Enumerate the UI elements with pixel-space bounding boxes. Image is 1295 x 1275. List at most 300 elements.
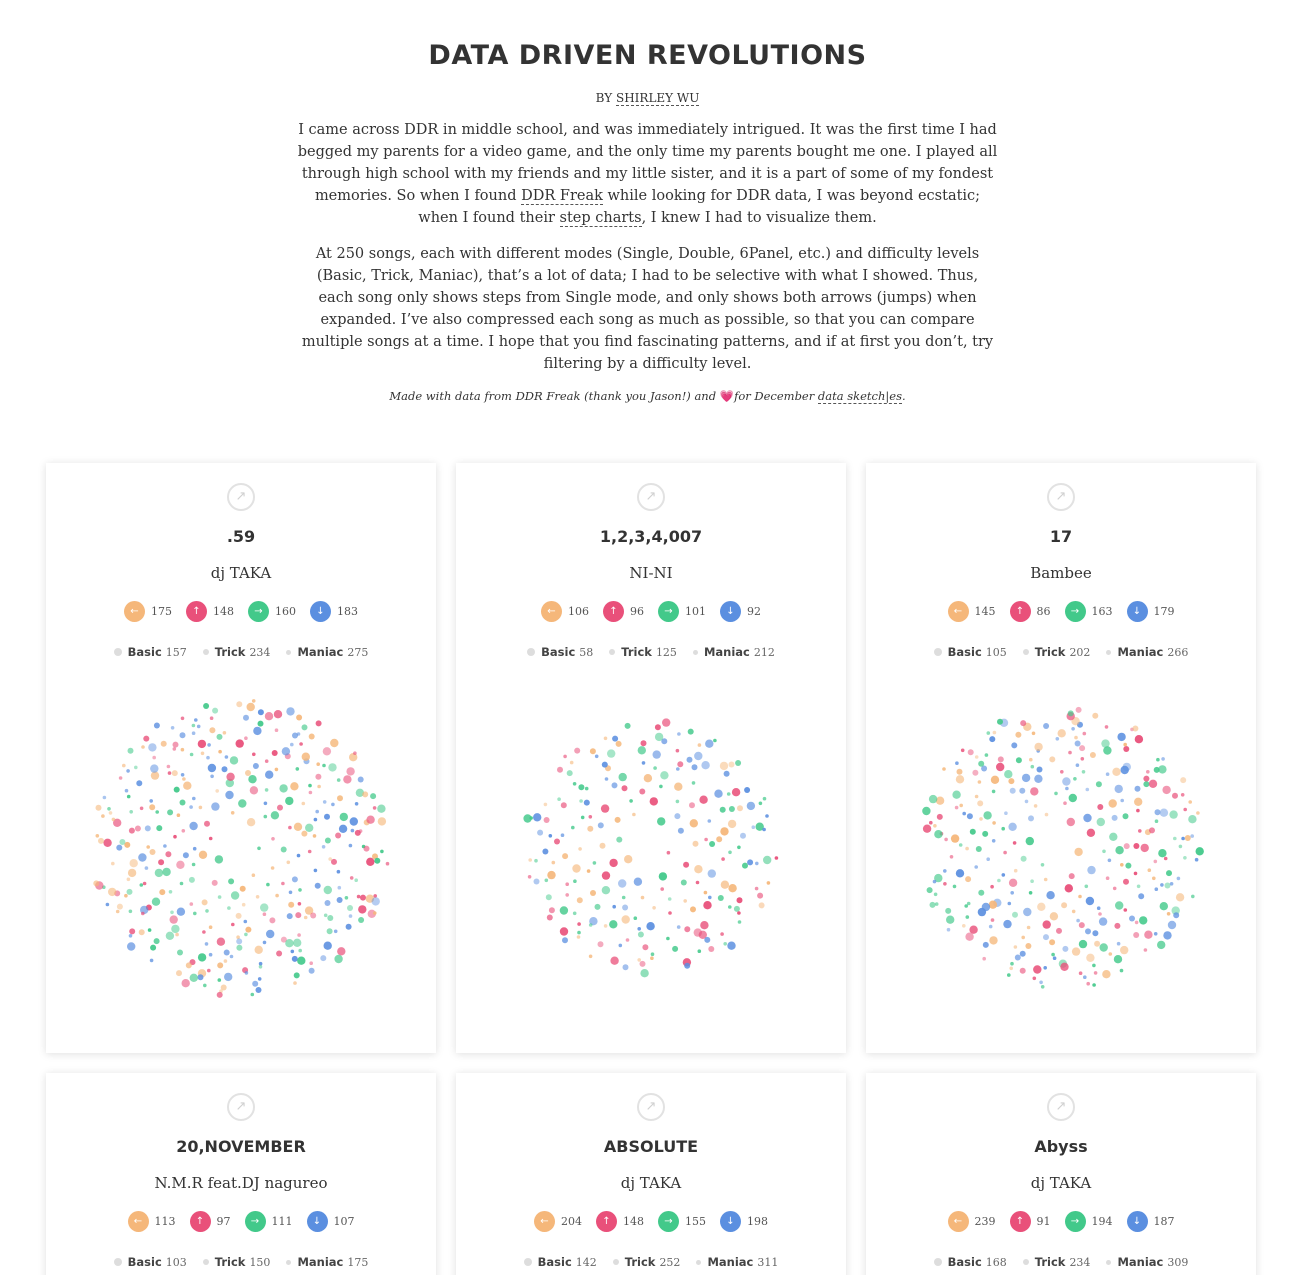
step-dot-left [578,847,582,851]
step-dot-up [143,882,147,886]
step-dot-up [598,941,604,947]
step-dot-down [103,796,107,800]
step-dot-up [577,922,581,926]
step-dot-right [134,766,138,770]
step-dot-down [677,925,681,929]
step-dot-down [106,903,110,907]
step-dot-down [1163,931,1171,939]
step-dot-right [140,883,144,887]
step-dot-up [1020,968,1026,974]
step-dot-left [302,802,306,806]
step-dot-down [136,780,142,786]
step-dot-up [212,880,218,886]
step-dot-left [1014,869,1018,873]
down-arrow-icon: ↓ [310,601,331,622]
step-dot-down [211,802,219,810]
step-dot-down [163,844,167,848]
step-dot-right [258,721,264,727]
expand-icon[interactable]: ↗ [227,1093,255,1121]
step-dot-up [331,859,337,865]
step-dot-up [217,938,225,946]
step-dot-right [934,830,942,838]
difficulty-levels [46,645,436,659]
step-dot-up [252,753,256,757]
step-dot-left [101,814,105,818]
step-dot-right [959,843,963,847]
step-dot-down [1002,873,1006,877]
step-dot-left [767,881,771,885]
step-dot-right [634,916,638,920]
step-dot-left [577,935,581,939]
step-dot-left [975,795,979,799]
step-dot-up [950,855,954,859]
expand-icon[interactable]: ↗ [1047,1093,1075,1121]
step-dot-up [1009,879,1017,887]
arrow-count-left [948,1211,996,1232]
data-sketches-link[interactable]: data sketch|es [817,389,902,403]
step-dot-up [937,814,943,820]
arrow-count-left [124,601,172,622]
step-dot-down [967,813,973,819]
step-dot-down [747,802,755,810]
step-dot-down [265,771,273,779]
step-dot-right [1097,818,1105,826]
arrow-count-value: 91 [1036,1215,1051,1228]
step-dot-right [930,902,936,908]
arrow-count-right [658,601,706,622]
step-dot-up [1181,793,1185,797]
song-card[interactable] [456,1073,846,1275]
step-dot-left [694,865,702,873]
step-dot-down [236,938,242,944]
level-filter-basic[interactable] [114,1255,187,1269]
step-dot-up [298,902,302,906]
step-dot-left [704,891,708,895]
step-dot-right [152,898,160,906]
level-filter-basic[interactable] [527,645,593,659]
step-dot-up [1068,751,1072,755]
step-dot-right [638,746,646,754]
step-dot-up [589,815,593,819]
step-dot-left [1008,778,1014,784]
level-filter-maniac[interactable] [693,645,775,659]
level-name: Maniac [1117,645,1164,659]
step-dot-down [727,942,735,950]
level-filter-basic[interactable] [934,1255,1007,1269]
level-step-count: 150 [249,1255,271,1269]
step-dot-down [243,715,249,721]
heart-icon: 💗 [719,389,735,403]
step-dot-left [965,876,971,882]
step-dot-down [198,974,204,980]
step-dot-left [1120,863,1124,867]
step-dot-up [737,911,741,915]
step-dot-down [747,859,753,865]
arrow-count-down [310,601,358,622]
step-dot-down [744,787,750,793]
song-card[interactable] [46,1073,436,1275]
expand-icon[interactable]: ↗ [637,1093,665,1121]
step-dot-right [1073,777,1077,781]
step-dot-down [150,959,154,963]
step-dot-right [557,797,561,801]
step-dot-up [668,911,672,915]
step-dot-left [294,823,302,831]
step-dot-left [1090,752,1096,758]
arrow-count-up [596,1211,644,1232]
level-step-count: 125 [655,645,677,659]
step-dot-right [325,838,331,844]
step-dot-down [653,750,661,758]
step-dot-up [343,775,351,783]
down-arrow-icon: ↓ [1127,1211,1148,1232]
step-dot-down [619,944,623,948]
step-dot-up [1030,787,1038,795]
step-dot-left [1092,713,1098,719]
step-dot-down [177,908,185,916]
author-link[interactable]: SHIRLEY WU [615,91,700,105]
step-dot-down [1053,956,1057,960]
step-dot-up [565,882,569,886]
step-dot-left [186,962,192,968]
step-dot-right [1082,770,1086,774]
level-name: Maniac [297,1255,344,1269]
step-dot-down [1062,946,1068,952]
arrow-count-down [720,1211,768,1232]
step-dot-up [1172,793,1178,799]
level-filter-basic[interactable] [524,1255,597,1269]
level-filter-trick[interactable] [609,645,677,659]
level-step-count: 234 [249,645,271,659]
step-dot-up [265,712,273,720]
level-filter-trick[interactable] [203,1255,271,1269]
step-dot-right [659,872,667,880]
step-dot-down [323,800,327,804]
step-dot-right [713,739,717,743]
song-card[interactable] [46,463,436,1053]
step-dot-down [534,879,540,885]
step-dot-right [148,928,152,932]
step-dot-up [998,756,1004,762]
step-dot-down [992,839,996,843]
step-dot-right [127,889,133,895]
step-dot-left [1074,848,1082,856]
level-name: Maniac [707,1255,754,1269]
step-dot-right [169,890,173,894]
step-dot-up [140,807,144,811]
step-dot-down [337,897,343,903]
step-dot-right [337,778,341,782]
step-dot-right [738,920,742,924]
step-dot-up [1094,971,1098,975]
step-dot-left [252,873,256,877]
step-dot-left [1148,868,1152,872]
step-dot-right [987,731,991,735]
level-filter-trick[interactable] [613,1255,681,1269]
level-step-count: 168 [985,1255,1007,1269]
step-dot-up [1079,745,1085,751]
step-dot-up [1164,857,1168,861]
step-dot-left [728,820,736,828]
step-dot-left [1049,939,1055,945]
step-dot-right [978,761,984,767]
step-dot-right [1109,833,1117,841]
step-charts-link[interactable]: step charts [559,210,642,226]
step-dot-right [546,894,552,900]
step-dot-down [253,727,261,735]
step-dot-right [257,847,261,851]
step-dot-right [370,793,376,799]
step-dot-right [692,781,696,785]
level-step-count: 105 [985,645,1007,659]
step-dot-left [124,894,128,898]
down-arrow-icon: ↓ [720,1211,741,1232]
step-dot-down [1023,908,1031,916]
step-dot-right [577,931,581,935]
arrow-count-right [245,1211,293,1232]
step-dot-up [1146,770,1150,774]
step-dot-down [704,937,710,943]
level-dot [1023,1259,1029,1265]
difficulty-levels [456,645,846,659]
step-dot-down [1011,742,1017,748]
level-filter-trick[interactable] [1023,645,1091,659]
ddr-freak-link[interactable]: DDR Freak [521,188,603,204]
step-dot-right [1156,758,1160,762]
step-dot-down [1138,893,1144,899]
step-dot-up [642,944,648,950]
step-dot-left [1072,947,1080,955]
step-dot-up [955,806,959,810]
step-dot-down [209,953,213,957]
right-arrow-icon: → [1065,1211,1086,1232]
level-dot [693,650,698,655]
step-dot-down [1003,920,1011,928]
step-dot-right [271,811,279,819]
level-filter-maniac[interactable] [286,645,368,659]
level-dot [527,648,535,656]
expand-icon[interactable]: ↗ [227,483,255,511]
song-card[interactable] [456,463,846,1053]
arrow-counts [866,1211,1256,1232]
step-dot-right [698,949,702,953]
step-dot-up [528,875,532,879]
step-dot-down [1097,906,1101,910]
step-dot-right [205,909,209,913]
step-dot-up [563,755,567,759]
step-dot-up [1033,977,1037,981]
step-dot-right [1054,792,1058,796]
step-dot-up [982,957,986,961]
level-filter-maniac[interactable] [1106,645,1188,659]
level-filter-trick[interactable] [1023,1255,1091,1269]
step-dot-up [667,851,671,855]
step-dot-right [742,863,748,869]
step-dot-up [316,720,322,726]
step-dot-left [721,881,729,889]
step-dot-right [922,807,930,815]
credits [0,389,1295,403]
step-dot-up [173,835,177,839]
step-dot-down [752,825,756,829]
level-filter-basic[interactable] [114,645,187,659]
step-dot-left [96,805,102,811]
step-dot-left [236,913,242,919]
step-dot-right [763,856,771,864]
step-dot-right [946,916,954,924]
step-dot-up [274,710,282,718]
step-dot-left [1050,912,1058,920]
step-dot-left [108,888,116,896]
step-dot-left [316,762,320,766]
step-dot-right [203,984,207,988]
step-dot-left [330,739,338,747]
level-step-count: 212 [753,645,775,659]
step-dot-left [290,782,298,790]
left-arrow-icon: ← [541,601,562,622]
level-dot [524,1258,532,1266]
step-dot-up [1063,801,1067,805]
step-dot-right [1031,765,1035,769]
step-dot-up [732,788,740,796]
step-dot-up [386,862,390,866]
step-dot-down [1190,834,1194,838]
step-dot-down [225,755,229,759]
level-filter-basic[interactable] [934,645,1007,659]
step-dot-left [1132,726,1138,732]
step-dot-left [176,970,182,976]
step-dot-left [301,831,307,837]
step-dot-left [1032,732,1036,736]
step-dot-right [259,965,263,969]
step-dot-left [378,817,386,825]
step-dot-right [976,846,982,852]
step-dot-left [1049,756,1055,762]
step-dot-up [1114,923,1120,929]
level-filter-maniac[interactable] [286,1255,368,1269]
step-dot-right [285,939,293,947]
song-card[interactable] [866,463,1256,1053]
step-dot-left [1120,946,1128,954]
step-dot-left [1037,903,1045,911]
step-dot-right [1001,827,1005,831]
step-dot-left [552,861,556,865]
step-dot-right [180,882,184,886]
step-dot-left [1034,804,1038,808]
song-card[interactable] [866,1073,1256,1275]
step-dot-right [128,748,134,754]
up-arrow-icon: ↑ [1010,1211,1031,1232]
step-dot-down [154,723,160,729]
arrow-count-value: 92 [747,605,761,618]
step-dot-down [622,905,628,911]
step-dot-left [1061,902,1067,908]
step-dot-down [225,791,233,799]
expand-icon[interactable]: ↗ [637,483,665,511]
step-dot-up [182,829,186,833]
step-dot-down [1034,775,1042,783]
step-dot-down [192,731,196,735]
step-dot-left [218,750,222,754]
step-dot-left [644,774,652,782]
step-dot-up [1141,844,1149,852]
step-dot-down [149,799,153,803]
step-dot-down [755,862,759,866]
level-filter-maniac[interactable] [1106,1255,1188,1269]
step-dot-right [1029,891,1033,895]
step-dot-down [1177,877,1181,881]
step-dot-right [119,839,125,845]
step-dot-up [699,796,707,804]
step-dot-down [205,942,209,946]
credits-text-b: for December [734,389,818,403]
step-dot-up [1098,912,1102,916]
step-dot-left [674,783,682,791]
arrow-counts [46,1211,436,1232]
step-dot-down [740,833,746,839]
expand-icon[interactable]: ↗ [1047,483,1075,511]
arrow-count-down [307,1211,355,1232]
step-dot-down [1181,837,1185,841]
step-dot-up [662,718,670,726]
step-dot-left [217,962,223,968]
right-arrow-icon: → [245,1211,266,1232]
step-dot-left [1015,732,1021,738]
step-dot-left [302,753,310,761]
step-dot-up [655,724,661,730]
step-dot-down [974,865,978,869]
step-dot-right [729,806,735,812]
level-dot [286,650,291,655]
step-dot-up [357,895,361,899]
step-dot-down [181,773,185,777]
step-dot-left [683,899,687,903]
step-dot-down [1154,932,1158,936]
level-name: Basic [127,645,162,659]
arrow-count-value: 111 [271,1215,293,1228]
step-dot-down [1086,788,1090,792]
level-filter-maniac[interactable] [696,1255,778,1269]
step-dot-right [640,969,648,977]
step-dot-down [986,857,990,861]
step-spiral-chart [486,683,816,1013]
step-dot-down [331,803,335,807]
step-dot-down [684,963,690,969]
step-dot-right [1030,879,1034,883]
level-filter-trick[interactable] [203,645,271,659]
arrow-count-up [190,1211,231,1232]
step-dot-up [170,915,178,923]
step-dot-up [129,828,135,834]
arrow-count-value: 183 [337,605,358,618]
step-dot-left [275,894,279,898]
step-dot-down [1085,928,1091,934]
step-dot-down [349,844,353,848]
step-dot-left [1188,800,1192,804]
step-dot-right [737,846,741,850]
step-dot-down [189,822,197,830]
step-dot-down [955,761,959,765]
step-dot-right [1100,943,1108,951]
step-dot-up [271,837,275,841]
step-dot-left [236,701,242,707]
step-dot-down [1015,955,1021,961]
step-dot-up [182,979,190,987]
step-spiral-chart [896,683,1226,1013]
step-dot-down [264,802,268,806]
step-dot-right [285,797,293,805]
step-dot-up [308,850,312,854]
